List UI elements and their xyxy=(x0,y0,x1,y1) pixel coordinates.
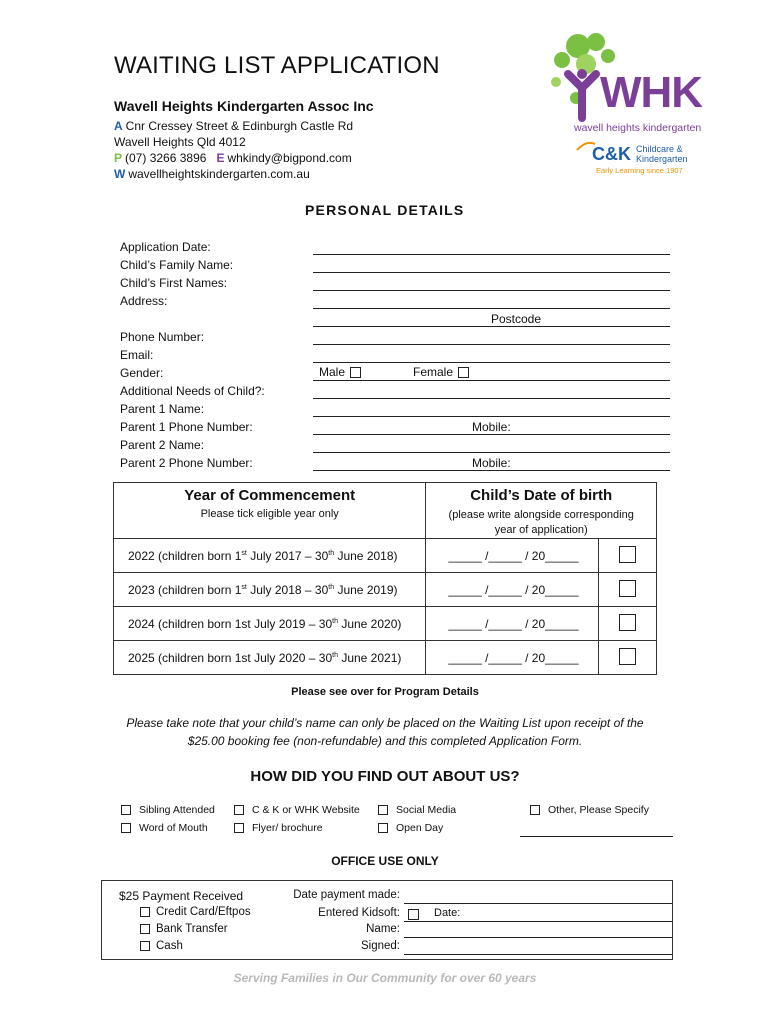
option-website[interactable]: C & K or WHK Website xyxy=(234,804,360,816)
phone-label: Phone Number: xyxy=(120,330,205,344)
gender-label: Gender: xyxy=(120,366,164,380)
open-day-checkbox[interactable] xyxy=(378,823,388,833)
website-checkbox[interactable] xyxy=(234,805,244,815)
parent2-phone-line[interactable] xyxy=(313,470,670,471)
table-row xyxy=(114,607,657,641)
year-2024-checkbox[interactable] xyxy=(619,614,636,631)
postcode-label: Postcode xyxy=(491,312,542,326)
option-credit-card[interactable]: Credit Card/Eftpos xyxy=(140,906,251,918)
year-2022-cell xyxy=(599,539,657,573)
other-specify-line[interactable] xyxy=(520,836,673,837)
address-line-2: Wavell Heights Qld 4012 xyxy=(114,135,246,149)
office-name-label: Name: xyxy=(366,923,400,935)
contact-line: P (07) 3266 3896 E whkindy@bigpond.com xyxy=(114,151,352,165)
application-date-label: Application Date: xyxy=(120,240,211,254)
gender-line xyxy=(313,380,670,381)
male-checkbox[interactable] xyxy=(350,367,361,378)
payment-received-label: $25 Payment Received xyxy=(119,889,244,903)
male-option[interactable]: Male xyxy=(319,365,361,379)
parent1-name-label: Parent 1 Name: xyxy=(120,402,205,416)
signed-label: Signed: xyxy=(360,940,400,952)
parent1-name-line[interactable] xyxy=(313,416,670,417)
booking-fee-note: Please take note that your child’s name can only be placed on the Waiting List upon receipt of the $25.00 booking fee (non-refundable) and this completed Application Form. xyxy=(126,716,644,748)
sibling-checkbox[interactable] xyxy=(121,805,131,815)
email-label: Email: xyxy=(120,348,154,362)
flyer-checkbox[interactable] xyxy=(234,823,244,833)
commencement-table xyxy=(113,482,657,675)
kidsoft-label: Entered Kidsoft: xyxy=(318,907,400,919)
year-2022-checkbox[interactable] xyxy=(619,546,636,563)
other-checkbox[interactable] xyxy=(530,805,540,815)
office-use-box xyxy=(101,880,673,960)
phone-line[interactable] xyxy=(313,344,670,345)
option-word-of-mouth[interactable]: Word of Mouth xyxy=(121,822,208,834)
office-name-line[interactable] xyxy=(404,937,672,938)
whk-logo xyxy=(548,30,728,180)
signed-line[interactable] xyxy=(404,954,672,955)
parent2-mobile-label: Mobile: xyxy=(472,456,511,470)
year-2025-checkbox[interactable] xyxy=(619,648,636,665)
organization-name: Wavell Heights Kindergarten Assoc Inc xyxy=(114,98,374,114)
year-2025-label: 2025 (children born 1st July 2020 – 30th June 2021) xyxy=(114,641,426,675)
family-name-line[interactable] xyxy=(313,272,670,273)
year-2024-cell xyxy=(599,607,657,641)
date-paid-label: Date payment made: xyxy=(293,889,400,901)
bank-transfer-checkbox[interactable] xyxy=(140,924,150,934)
option-flyer[interactable]: Flyer/ brochure xyxy=(234,822,323,834)
word-of-mouth-checkbox[interactable] xyxy=(121,823,131,833)
address-label: Address: xyxy=(120,294,168,308)
table-row xyxy=(114,539,657,573)
additional-needs-line[interactable] xyxy=(313,398,670,399)
dob-header: Child’s Date of birth (please write alongside corresponding year of application) xyxy=(426,483,657,539)
credit-card-checkbox[interactable] xyxy=(140,907,150,917)
email-line[interactable] xyxy=(313,362,670,363)
year-2023-label: 2023 (children born 1st July 2018 – 30th June 2019) xyxy=(114,573,426,607)
date-paid-line[interactable] xyxy=(404,903,672,904)
page-title: WAITING LIST APPLICATION xyxy=(114,52,440,79)
parent1-phone-line[interactable] xyxy=(313,434,670,435)
personal-details-heading: PERSONAL DETAILS xyxy=(305,202,465,218)
table-row xyxy=(114,641,657,675)
ck-logo: C&K Childcare & Kindergarten Early Learning since 1907 xyxy=(576,140,696,180)
footer-tagline: Serving Families in Our Community for over 60 years xyxy=(233,971,537,985)
website-line: W wavellheightskindergarten.com.au xyxy=(114,167,310,181)
parent2-name-label: Parent 2 Name: xyxy=(120,438,205,452)
year-2023-checkbox[interactable] xyxy=(619,580,636,597)
year-2023-cell xyxy=(599,573,657,607)
dob-2023-field[interactable]: _____ /_____ / 20_____ xyxy=(426,573,599,607)
parent1-phone-label: Parent 1 Phone Number: xyxy=(120,420,253,434)
cash-checkbox[interactable] xyxy=(140,941,150,951)
dob-2025-field[interactable]: _____ /_____ / 20_____ xyxy=(426,641,599,675)
dob-2024-field[interactable]: _____ /_____ / 20_____ xyxy=(426,607,599,641)
female-checkbox[interactable] xyxy=(458,367,469,378)
option-bank-transfer[interactable]: Bank Transfer xyxy=(140,923,228,935)
dob-2022-field[interactable]: _____ /_____ / 20_____ xyxy=(426,539,599,573)
kidsoft-checkbox[interactable] xyxy=(408,909,419,920)
female-option[interactable]: Female xyxy=(413,365,469,379)
parent2-phone-label: Parent 2 Phone Number: xyxy=(120,456,253,470)
year-2022-label: 2022 (children born 1st July 2017 – 30th June 2018) xyxy=(114,539,426,573)
option-cash[interactable]: Cash xyxy=(140,940,183,952)
year-2025-cell xyxy=(599,641,657,675)
first-names-label: Child’s First Names: xyxy=(120,276,228,290)
option-other[interactable]: Other, Please Specify xyxy=(530,804,649,816)
parent2-name-line[interactable] xyxy=(313,452,670,453)
table-row xyxy=(114,573,657,607)
first-names-line[interactable] xyxy=(313,290,670,291)
option-sibling[interactable]: Sibling Attended xyxy=(121,804,215,816)
postcode-line[interactable] xyxy=(313,326,670,327)
option-social-media[interactable]: Social Media xyxy=(378,804,456,816)
additional-needs-label: Additional Needs of Child?: xyxy=(120,384,265,398)
application-date-line[interactable] xyxy=(313,254,670,255)
commencement-header: Year of Commencement Please tick eligible year only xyxy=(114,483,426,539)
social-media-checkbox[interactable] xyxy=(378,805,388,815)
family-name-label: Child’s Family Name: xyxy=(120,258,234,272)
whk-logo-text: WHK xyxy=(600,68,703,117)
kidsoft-line[interactable] xyxy=(404,921,672,922)
option-open-day[interactable]: Open Day xyxy=(378,822,443,834)
see-over-note: Please see over for Program Details xyxy=(291,686,479,698)
office-use-heading: OFFICE USE ONLY xyxy=(331,854,439,868)
kidsoft-date-label: Date: xyxy=(434,907,461,919)
address-line-1: A Cnr Cressey Street & Edinburgh Castle Rd xyxy=(114,119,354,133)
address-line[interactable] xyxy=(313,308,670,309)
whk-logo-subtitle: wavell heights kindergarten xyxy=(574,122,702,134)
year-2024-label: 2024 (children born 1st July 2019 – 30th June 2020) xyxy=(114,607,426,641)
found-us-heading: HOW DID YOU FIND OUT ABOUT US? xyxy=(250,768,520,785)
parent1-mobile-label: Mobile: xyxy=(472,420,511,434)
